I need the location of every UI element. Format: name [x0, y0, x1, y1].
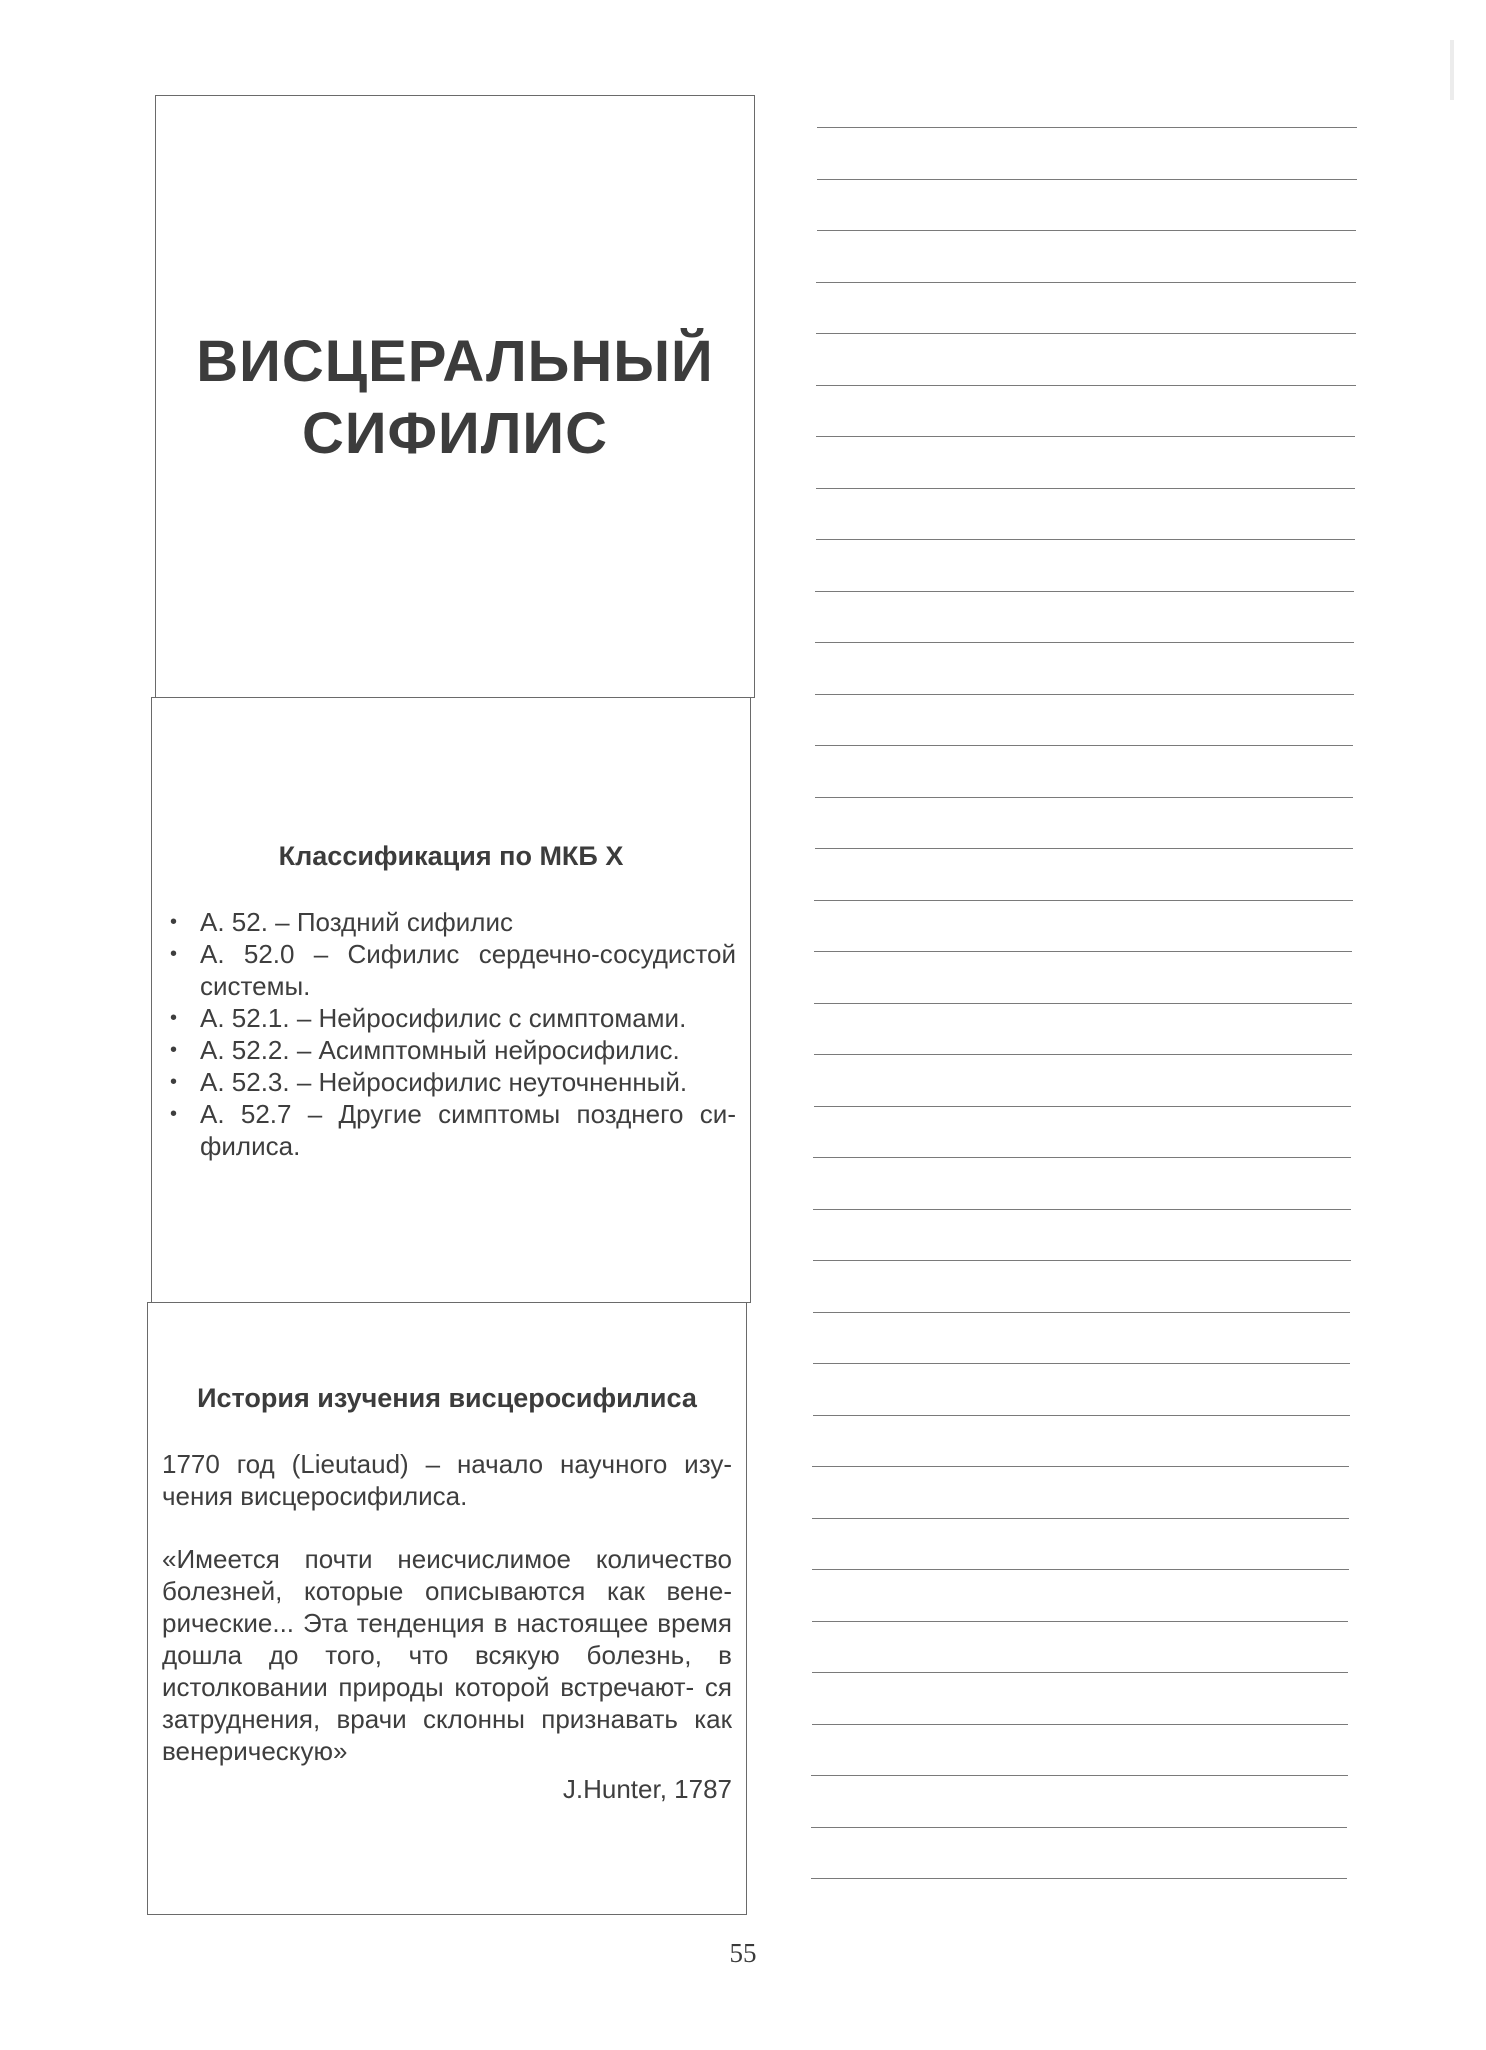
list-item	[166, 1066, 736, 1098]
bullet-icon: •	[170, 1071, 178, 1093]
list-item	[166, 1098, 736, 1162]
note-line	[812, 1518, 1349, 1519]
list-item	[166, 938, 736, 1002]
note-line	[812, 1466, 1349, 1467]
note-line	[817, 179, 1357, 180]
classification-slide	[151, 697, 751, 1303]
bullet-icon: •	[170, 911, 178, 933]
note-line	[816, 333, 1356, 334]
note-line	[815, 848, 1353, 849]
quote-attribution: J.Hunter, 1787	[562, 1774, 732, 1804]
note-line	[812, 1724, 1348, 1725]
list-item	[166, 1002, 736, 1034]
note-line	[815, 797, 1353, 798]
slide-title	[156, 326, 754, 470]
note-line	[816, 488, 1355, 489]
classification-heading: Классификация по МКБ X	[278, 841, 624, 871]
note-line	[814, 1003, 1352, 1004]
note-line	[814, 1054, 1352, 1055]
history-heading: История изучения висцеросифилиса	[197, 1383, 697, 1413]
title-line-1: ВИСЦЕРАЛЬНЫЙ	[196, 329, 714, 394]
bullet-icon: •	[170, 1039, 178, 1061]
history-paragraph: 1770 год (Lieutaud) – начало научного изу- чения висцеросифилиса.	[162, 1449, 732, 1511]
note-line	[816, 385, 1355, 386]
title-slide	[155, 95, 755, 698]
list-item-text: А. 52.0 – Сифилис сердечно-сосудистой системы.	[200, 939, 736, 1001]
note-line	[814, 1106, 1352, 1107]
note-line	[816, 282, 1356, 283]
page-number: 55	[729, 1938, 757, 1968]
note-line	[816, 436, 1355, 437]
note-line	[813, 1157, 1351, 1158]
list-item-text: А. 52. – Поздний сифилис	[200, 907, 513, 937]
note-line	[815, 694, 1354, 695]
history-slide	[147, 1302, 747, 1915]
scan-artifact	[1450, 40, 1454, 100]
note-line	[815, 642, 1354, 643]
list-item	[166, 1034, 736, 1066]
note-line	[812, 1621, 1349, 1622]
note-line	[814, 951, 1352, 952]
note-line	[811, 1827, 1347, 1828]
note-line	[817, 230, 1357, 231]
list-item	[166, 906, 736, 938]
note-line	[815, 591, 1354, 592]
note-line	[816, 539, 1355, 540]
note-line	[813, 1260, 1350, 1261]
list-item-text: А. 52.7 – Другие симптомы позднего си- филиса.	[200, 1099, 736, 1161]
note-line	[811, 1878, 1347, 1879]
note-line	[813, 1312, 1350, 1313]
bullet-icon: •	[170, 1007, 178, 1029]
note-line	[812, 1672, 1348, 1673]
note-line	[814, 900, 1352, 901]
note-line	[813, 1363, 1350, 1364]
note-line	[817, 127, 1357, 128]
note-line	[813, 1415, 1350, 1416]
title-line-2: СИФИЛИС	[301, 401, 609, 466]
bullet-icon: •	[170, 1103, 178, 1125]
notes-area	[815, 0, 1360, 2050]
bullet-icon: •	[170, 943, 178, 965]
list-item-text: А. 52.2. – Асимптомный нейросифилис.	[200, 1035, 680, 1065]
note-line	[812, 1569, 1349, 1570]
note-line	[811, 1775, 1347, 1776]
hunter-quote: «Имеется почти неисчислимое количество болезней, которые описываются как вене- рические... Эта тенденция в настоящее время дошла до того, что всякую болезнь, в истолковании природы которой встречают- ся затруднения, врачи склонны признавать как венерическую»	[162, 1544, 732, 1766]
note-line	[813, 1209, 1351, 1210]
list-item-text: А. 52.1. – Нейросифилис с симптомами.	[200, 1003, 687, 1033]
list-item-text: А. 52.3. – Нейросифилис неуточненный.	[200, 1067, 688, 1097]
icd-code-list	[166, 906, 736, 1162]
note-line	[815, 745, 1354, 746]
